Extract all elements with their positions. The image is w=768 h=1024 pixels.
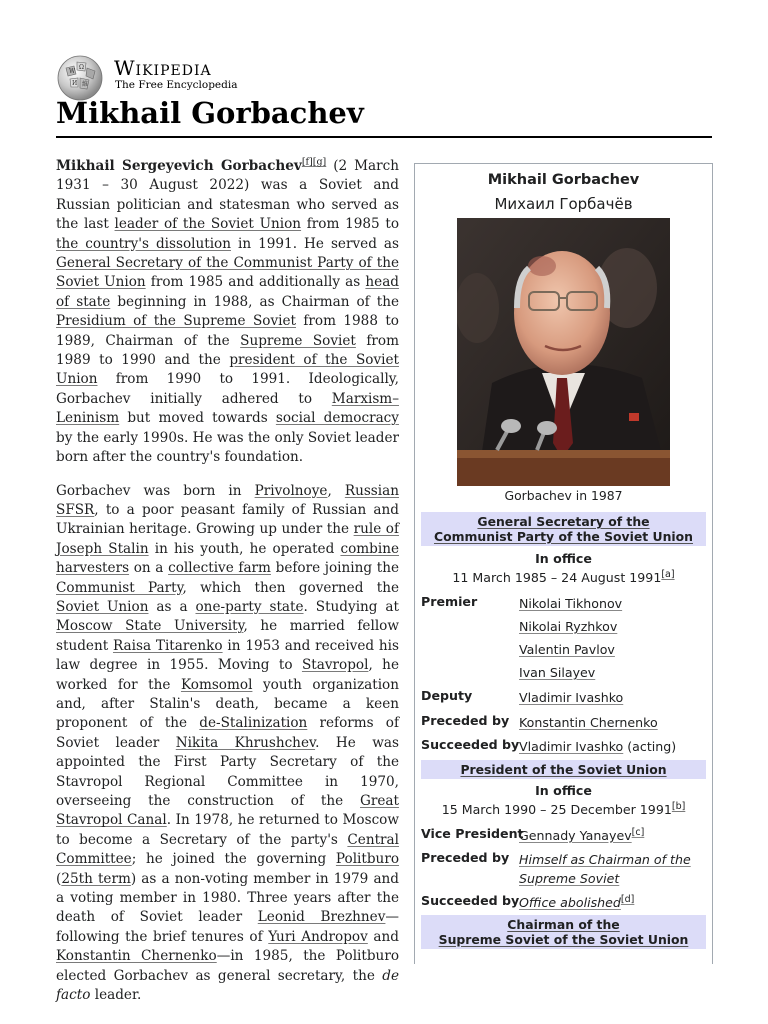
article-link[interactable]: Communist Party: [56, 579, 183, 596]
article-link[interactable]: Komsomol: [180, 676, 253, 693]
term-dates: 15 March 1990 – 25 December 1991[b]: [441, 800, 686, 817]
premier-list: [519, 594, 704, 686]
reference-link[interactable]: [b]: [671, 800, 686, 812]
predecessor-link[interactable]: Himself as Chairman of the Supreme Soviet: [519, 852, 691, 886]
article-link[interactable]: General Secretary of the Communist Party of the Soviet Union: [56, 255, 399, 291]
succeeded-by-label: Succeeded by: [421, 893, 520, 908]
in-office-label: In office: [535, 783, 592, 798]
svg-text:維: 維: [82, 81, 89, 88]
article-link[interactable]: de-Stalinization: [199, 715, 308, 732]
acting-note: (acting): [627, 739, 677, 754]
lead-paragraph: Mikhail Sergeyevich Gorbachev[f][g] (2 March 1931 – 30 August 2022) was a Soviet and Russian politician and statesman who served as the last leader of the Soviet Union from 1985 to the country's dissolution in 1991. He served as General Secretary of the Communist Party of the Soviet Union from 1985 and additionally as head of state beginning in 1988, as Chairman of the Presidium of the Supreme Soviet from 1988 to 1989, Chairman of the Supreme Soviet from 1989 to 1990 and the president of the Soviet Union from 1990 to 1991. Ideologically, Gorbachev initially adhered to Marxism–Leninism but moved towards social democracy by the early 1990s. He was the only Soviet leader born after the country's foundation.: [56, 156, 400, 466]
infobox: [414, 163, 713, 964]
article-link[interactable]: one-party state: [195, 598, 304, 615]
reference-link[interactable]: [a]: [661, 568, 675, 580]
portrait-photo[interactable]: [457, 218, 670, 486]
article-link[interactable]: collective farm: [168, 560, 271, 577]
office-link[interactable]: Chairman of the Supreme Soviet of the Soviet Union: [438, 917, 689, 947]
article-link[interactable]: head of state: [56, 274, 399, 310]
preceded-by-label: Preceded by: [421, 850, 510, 865]
premier-link[interactable]: Ivan Silayev: [519, 665, 596, 680]
article-link[interactable]: the country's dissolution: [56, 235, 231, 252]
article-link[interactable]: Russian SFSR: [56, 482, 399, 518]
infobox-section-heading: [421, 915, 706, 949]
title-divider: [56, 136, 712, 138]
premier-label: Premier: [421, 594, 478, 609]
article-link[interactable]: Stavropol: [301, 657, 369, 674]
photo-caption: Gorbachev in 1987: [504, 488, 623, 503]
article-link[interactable]: Konstantin Chernenko: [56, 948, 217, 965]
infobox-section-heading: [421, 760, 706, 779]
in-office-label: In office: [535, 551, 592, 566]
article-link[interactable]: Raisa Titarenko: [112, 637, 223, 654]
article-body: [56, 157, 399, 1019]
office-link[interactable]: President of the Soviet Union: [460, 762, 667, 777]
subject-name: Mikhail Sergeyevich Gorbachev: [56, 158, 302, 174]
premier-link[interactable]: Nikolai Ryzhkov: [519, 619, 618, 634]
deputy-link[interactable]: Vladimir Ivashko: [519, 690, 624, 705]
succeeded-by-label: Succeeded by: [421, 737, 520, 752]
article-link[interactable]: Marxism–Leninism: [56, 390, 399, 427]
article-link[interactable]: Yuri Andropov: [268, 928, 368, 945]
vice-president-link[interactable]: Gennady Yanayev: [519, 828, 632, 843]
page-title: Mikhail Gorbachev: [56, 96, 364, 130]
premier-link[interactable]: Valentin Pavlov: [519, 642, 615, 657]
svg-text:И: И: [72, 80, 78, 87]
reference-link[interactable]: [g]: [312, 156, 327, 168]
article-link[interactable]: 25th term: [61, 870, 131, 887]
infobox-section-heading: [421, 512, 706, 546]
infobox-title: Mikhail Gorbachev: [487, 172, 640, 188]
reference-link[interactable]: [c]: [631, 826, 645, 838]
article-link[interactable]: Supreme Soviet: [240, 332, 356, 349]
article-link[interactable]: social democracy: [275, 410, 399, 427]
wikipedia-globe-icon[interactable]: [56, 54, 104, 102]
article-link[interactable]: Privolnoye: [254, 482, 328, 499]
article-link[interactable]: Central Committee: [56, 831, 399, 868]
successor-link[interactable]: Vladimir Ivashko: [519, 739, 624, 754]
successor-link[interactable]: Office abolished: [519, 895, 621, 910]
article-link[interactable]: combine harvesters: [56, 540, 399, 577]
reference-link[interactable]: [d]: [620, 893, 635, 905]
infobox-native-name: Михаил Горбачёв: [494, 195, 633, 213]
early-life-paragraph: Gorbachev was born in Privolnoye, Russian SFSR, to a poor peasant family of Russian and Ukrainian heritage. Growing up under the rule of Joseph Stalin in his youth, he operated combine harvesters on a collective farm before joining the Communist Party, which then governed the Soviet Union as a one-party state. Studying at Moscow State University, he married fellow student Raisa Titarenko in 1953 and received his law degree in 1955. Moving to Stavropol, he worked for the Komsomol youth organization and, after Stalin's death, became a keen proponent of the de-Stalinization reforms of Soviet leader Nikita Khrushchev. He was appointed the First Party Secretary of the Stavropol Regional Committee in 1970, overseeing the construction of the Great Stavropol Canal. In 1978, he returned to Moscow to become a Secretary of the party's Central Committee; he joined the governing Politburo (25th term) as a non-voting member in 1979 and a voting member in 1980. Three years after the death of Soviet leader Leonid Brezhnev—following the brief tenures of Yuri Andropov and Konstantin Chernenko—in 1985, the Politburo elected Gorbachev as general secretary, the de facto leader.: [56, 482, 400, 1004]
article-link[interactable]: president of the Soviet Union: [56, 352, 399, 388]
article-link[interactable]: Leonid Brezhnev: [257, 909, 386, 926]
article-link[interactable]: Presidium of the Supreme Soviet: [56, 313, 296, 330]
svg-text:Ω: Ω: [79, 64, 84, 71]
wikipedia-tagline: The Free Encyclopedia: [115, 79, 238, 91]
reference-link[interactable]: [f]: [301, 156, 313, 168]
article-link[interactable]: Moscow State University: [56, 618, 244, 635]
preceded-by-label: Preceded by: [421, 713, 510, 728]
article-link[interactable]: Soviet Union: [56, 598, 149, 615]
term-dates: 11 March 1985 – 24 August 1991[a]: [452, 568, 675, 585]
article-link[interactable]: Great Stavropol Canal: [56, 793, 399, 829]
predecessor-link[interactable]: Konstantin Chernenko: [519, 715, 658, 730]
article-link[interactable]: rule of Joseph Stalin: [56, 521, 399, 557]
wikipedia-wordmark[interactable]: Wikipedia: [114, 56, 212, 80]
svg-text:W: W: [69, 68, 76, 75]
deputy-label: Deputy: [421, 688, 473, 703]
vice-president-label: Vice President: [421, 826, 524, 841]
article-link[interactable]: Politburo: [335, 851, 399, 868]
article-link[interactable]: leader of the Soviet Union: [114, 216, 302, 233]
office-link[interactable]: General Secretary of the Communist Party of the Soviet Union: [433, 514, 693, 544]
article-link[interactable]: Nikita Khrushchev: [175, 734, 316, 751]
premier-link[interactable]: Nikolai Tikhonov: [519, 596, 623, 611]
